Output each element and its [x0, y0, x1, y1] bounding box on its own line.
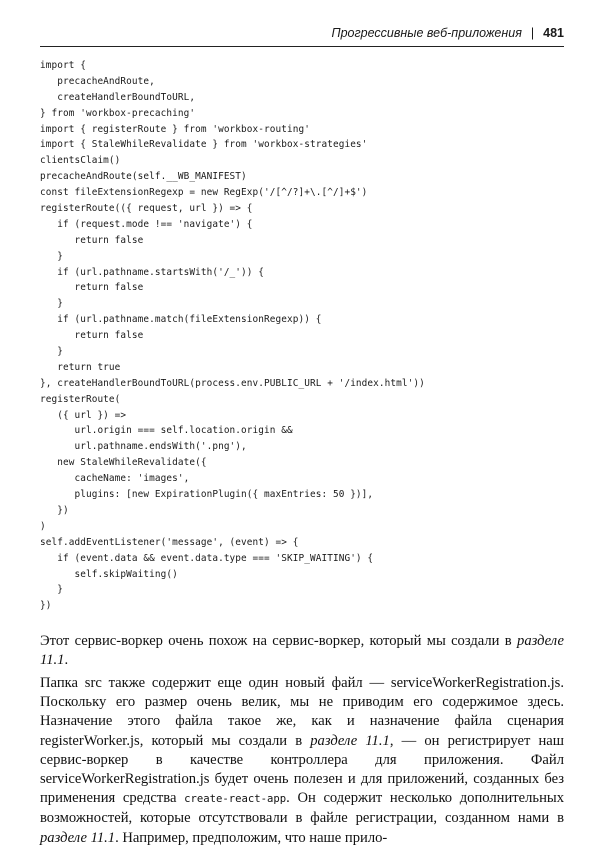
code-line: import { registerRoute } from 'workbox-routing'	[40, 123, 310, 135]
code-line: return false	[40, 330, 144, 342]
section-reference: разделе 11.1	[40, 633, 564, 669]
section-reference: разделе 11.1	[40, 829, 116, 846]
code-line: }, createHandlerBoundToURL(process.env.PUBLIC_URL + '/index.html'))	[40, 377, 425, 389]
code-line: precacheAndRoute,	[40, 75, 155, 87]
code-line: registerRoute(	[40, 393, 121, 405]
code-line: ({ url }) =>	[40, 409, 127, 421]
code-line: }	[40, 298, 63, 310]
code-line: })	[40, 504, 69, 516]
inline-code-command: create-react-app	[184, 793, 287, 806]
running-title: Прогрессивные веб-приложения	[331, 26, 522, 40]
code-line: url.origin === self.location.origin &&	[40, 425, 293, 437]
code-line: }	[40, 346, 63, 358]
code-line: cacheName: 'images',	[40, 473, 190, 485]
paragraph-2-part-1: Папка src также содержит еще один новый файл — serviceWorkerRegistration.js. Поскольку его размер очень велик, мы не приводим его содержимое здесь. Назначение этого файла такое же, как и назначение файла сценария registerWorker.js, который мы создали в	[40, 675, 564, 749]
code-line: return false	[40, 282, 144, 294]
code-line: }	[40, 250, 63, 262]
page-number: 481	[543, 26, 564, 40]
code-line: url.pathname.endsWith('.png'),	[40, 441, 247, 453]
code-line: )	[40, 520, 46, 532]
code-line: return false	[40, 234, 144, 246]
code-line: return true	[40, 361, 121, 373]
code-line: createHandlerBoundToURL,	[40, 91, 196, 103]
paragraph-2	[40, 674, 564, 848]
code-line: import {	[40, 60, 86, 71]
code-listing	[40, 58, 570, 614]
code-line: self.addEventListener('message', (event) => {	[40, 536, 299, 548]
code-line: clientsClaim()	[40, 155, 121, 167]
code-line: if (event.data && event.data.type === 'SKIP_WAITING') {	[40, 552, 374, 564]
running-header	[40, 24, 564, 47]
code-line: } from 'workbox-precaching'	[40, 107, 196, 119]
code-line: registerRoute(({ request, url }) => {	[40, 203, 253, 215]
code-line: plugins: [new ExpirationPlugin({ maxEntries: 50 })],	[40, 489, 374, 501]
paragraph-1	[40, 632, 564, 670]
code-line: precacheAndRoute(self.__WB_MANIFEST)	[40, 171, 247, 183]
code-line: self.skipWaiting()	[40, 568, 178, 580]
paragraph-2-part-4: . Например, предположим, что наше прило-	[115, 829, 388, 846]
paragraph-1-text: Этот сервис-воркер очень похож на сервис-воркер, который мы создали в	[40, 633, 518, 649]
code-line: })	[40, 600, 52, 612]
section-reference: разделе 11.1	[310, 732, 390, 749]
code-line: import { StaleWhileRevalidate } from 'workbox-strategies'	[40, 139, 368, 151]
paragraph-2-part-3: . Он содержит несколько дополнительных возможностей, которые отсутствовали в файле регистрации, созданном нами в	[40, 790, 564, 827]
paragraph-2-part-2: , — он регистрирует наш сервис-воркер в качестве контроллера для приложения. Файл serviceWorkerRegistration.js будет очень полезен и для приложений, созданных без применения средства	[40, 732, 564, 807]
code-line: const fileExtensionRegexp = new RegExp('/[^/?]+\.[^/]+$')	[40, 187, 368, 199]
code-line: new StaleWhileRevalidate({	[40, 457, 207, 469]
code-line: }	[40, 584, 63, 596]
code-line: if (url.pathname.match(fileExtensionRegexp)) {	[40, 314, 322, 326]
header-separator: |	[530, 26, 535, 40]
code-line: if (request.mode !== 'navigate') {	[40, 218, 253, 230]
paragraph-1-end: .	[64, 652, 69, 669]
code-line: if (url.pathname.startsWith('/_')) {	[40, 266, 265, 278]
